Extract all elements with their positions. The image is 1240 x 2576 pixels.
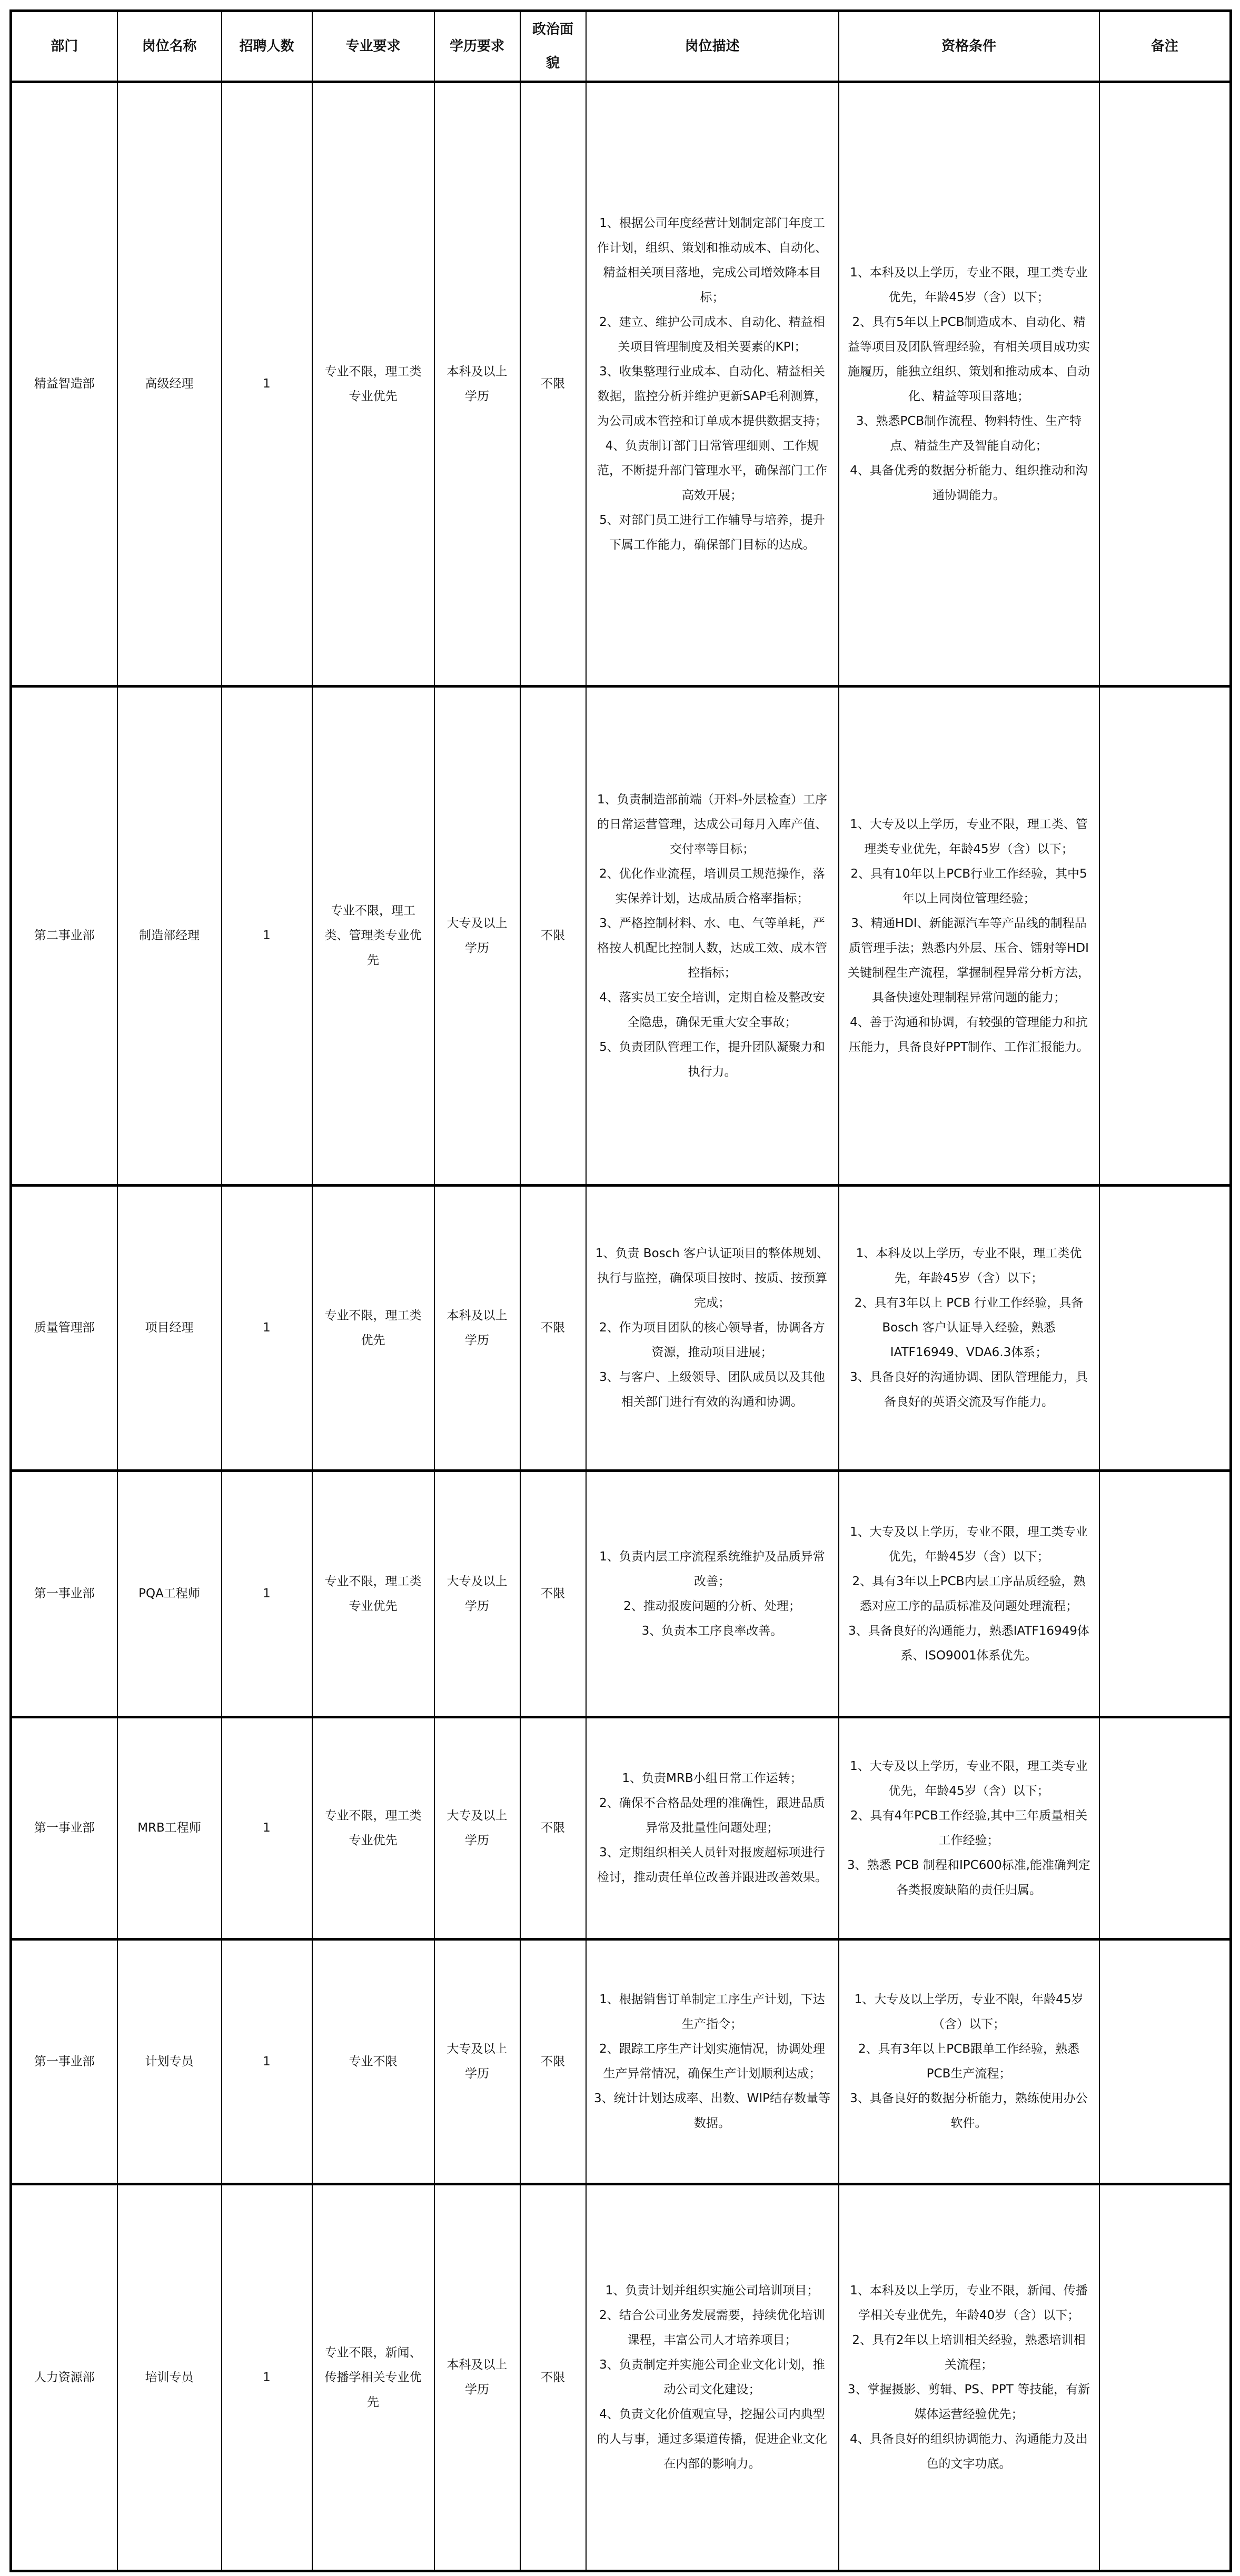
recruitment-table-container bbox=[9, 9, 1229, 2572]
qualification-item: 3、掌握摄影、剪辑、PS、PPT 等技能，有新媒体运营经验优先； bbox=[847, 2383, 1090, 2421]
cell-department: 第一事业部 bbox=[11, 1471, 117, 1717]
header-remarks: 备注 bbox=[1099, 11, 1231, 82]
description-item: 3、统计计划达成率、出数、WIP结存数量等数据。 bbox=[593, 2092, 831, 2130]
cell-department: 第二事业部 bbox=[11, 687, 117, 1186]
qualification-item: 1、本科及以上学历，专业不限，新闻、传播学相关专业优先，年龄40岁（含）以下； bbox=[850, 2284, 1088, 2322]
qualification-item: 1、大专及以上学历，专业不限，理工类专业优先，年龄45岁（含）以下； bbox=[850, 1759, 1088, 1798]
cell-political: 不限 bbox=[520, 687, 586, 1186]
table-row bbox=[11, 1940, 1231, 2184]
cell-description bbox=[586, 1186, 839, 1471]
description-item: 2、作为项目团队的核心领导者，协调各方资源，推动项目进展； bbox=[599, 1321, 825, 1359]
cell-political: 不限 bbox=[520, 82, 586, 687]
header-position: 岗位名称 bbox=[117, 11, 222, 82]
cell-remarks bbox=[1099, 687, 1231, 1186]
description-item: 2、建立、维护公司成本、自动化、精益相关项目管理制度及相关要素的KPI； bbox=[599, 315, 825, 354]
cell-political: 不限 bbox=[520, 1471, 586, 1717]
description-item: 1、负责计划并组织实施公司培训项目； bbox=[605, 2284, 819, 2297]
cell-education: 大专及以上学历 bbox=[434, 1717, 520, 1940]
cell-major: 专业不限，理工类专业优先 bbox=[312, 1717, 434, 1940]
qualification-item: 2、具有10年以上PCB行业工作经验，其中5年以上同岗位管理经验； bbox=[850, 867, 1087, 906]
cell-position: 制造部经理 bbox=[117, 687, 222, 1186]
qualification-item: 1、大专及以上学历，专业不限，理工类专业优先，年龄45岁（含）以下； bbox=[850, 1525, 1088, 1564]
qualification-item: 2、具有3年以上 PCB 行业工作经验，具备Bosch 客户认证导入经验，熟悉IATF16949、VDA6.3体系； bbox=[854, 1296, 1084, 1359]
cell-remarks bbox=[1099, 82, 1231, 687]
qualification-item: 3、熟悉 PCB 制程和IPC600标准,能准确判定各类报废缺陷的责任归属。 bbox=[847, 1858, 1090, 1897]
description-item: 4、落实员工安全培训，定期自检及整改安全隐患，确保无重大安全事故； bbox=[599, 990, 825, 1029]
table-header-row bbox=[11, 11, 1231, 82]
table-body bbox=[11, 82, 1231, 2571]
cell-remarks bbox=[1099, 1186, 1231, 1471]
header-political-label: 政治面貌 bbox=[532, 22, 573, 71]
description-item: 1、根据公司年度经营计划制定部门年度工作计划，组织、策划和推动成本、自动化、精益相关项目落地，完成公司增效降本目标； bbox=[597, 216, 827, 304]
description-item: 2、推动报废问题的分析、处理； bbox=[623, 1599, 801, 1613]
cell-position: MRB工程师 bbox=[117, 1717, 222, 1940]
cell-description bbox=[586, 2184, 839, 2571]
cell-headcount: 1 bbox=[222, 1940, 312, 2184]
header-political bbox=[520, 11, 586, 82]
qualification-item: 1、大专及以上学历，专业不限，年龄45岁（含）以下； bbox=[854, 1993, 1084, 2031]
qualification-item: 1、本科及以上学历，专业不限，理工类优先，年龄45岁（含）以下； bbox=[856, 1247, 1082, 1285]
description-item: 2、确保不合格品处理的准确性，跟进品质异常及批量性问题处理； bbox=[599, 1796, 825, 1835]
cell-position: 项目经理 bbox=[117, 1186, 222, 1471]
header-headcount: 招聘人数 bbox=[222, 11, 312, 82]
cell-department: 第一事业部 bbox=[11, 1717, 117, 1940]
description-item: 5、对部门员工进行工作辅导与培养，提升下属工作能力，确保部门目标的达成。 bbox=[599, 513, 825, 552]
description-item: 3、与客户、上级领导、团队成员以及其他相关部门进行有效的沟通和协调。 bbox=[599, 1370, 825, 1409]
cell-remarks bbox=[1099, 1717, 1231, 1940]
cell-description bbox=[586, 1471, 839, 1717]
description-item: 3、定期组织相关人员针对报废超标项进行检讨，推动责任单位改善并跟进改善效果。 bbox=[597, 1846, 827, 1884]
header-education: 学历要求 bbox=[434, 11, 520, 82]
cell-qualifications bbox=[839, 1471, 1099, 1717]
cell-department: 第一事业部 bbox=[11, 1940, 117, 2184]
qualification-item: 1、本科及以上学历，专业不限，理工类专业优先，年龄45岁（含）以下； bbox=[850, 265, 1088, 304]
cell-headcount: 1 bbox=[222, 687, 312, 1186]
description-item: 5、负责团队管理工作，提升团队凝聚力和执行力。 bbox=[599, 1040, 825, 1079]
description-item: 1、负责制造部前端（开料-外层检查）工序的日常运营管理，达成公司每月入库产值、交付率等目标； bbox=[597, 792, 827, 856]
qualification-item: 4、具备优秀的数据分析能力、组织推动和沟通协调能力。 bbox=[850, 463, 1088, 502]
recruitment-table bbox=[9, 9, 1232, 2572]
cell-qualifications bbox=[839, 1717, 1099, 1940]
qualification-item: 3、具备良好的数据分析能力，熟练使用办公软件。 bbox=[850, 2092, 1088, 2130]
cell-major: 专业不限 bbox=[312, 1940, 434, 2184]
cell-position: 高级经理 bbox=[117, 82, 222, 687]
cell-political: 不限 bbox=[520, 1186, 586, 1471]
qualification-item: 4、善于沟通和协调，有较强的管理能力和抗压能力，具备良好PPT制作、工作汇报能力。 bbox=[849, 1015, 1089, 1054]
header-department: 部门 bbox=[11, 11, 117, 82]
table-row bbox=[11, 687, 1231, 1186]
cell-political: 不限 bbox=[520, 2184, 586, 2571]
cell-education: 大专及以上学历 bbox=[434, 687, 520, 1186]
cell-remarks bbox=[1099, 1471, 1231, 1717]
description-item: 1、负责 Bosch 客户认证项目的整体规划、执行与监控，确保项目按时、按质、按预算完成； bbox=[595, 1247, 829, 1310]
cell-qualifications bbox=[839, 687, 1099, 1186]
cell-headcount: 1 bbox=[222, 1717, 312, 1940]
description-item: 3、收集整理行业成本、自动化、精益相关数据，监控分析并维护更新SAP毛利测算，为公司成本管控和订单成本提供数据支持； bbox=[597, 364, 827, 428]
qualification-item: 3、精通HDI、新能源汽车等产品线的制程品质管理手法；熟悉内外层、压合、镭射等HDI关键制程生产流程，掌握制程异常分析方法，具备快速处理制程异常问题的能力； bbox=[848, 916, 1090, 1004]
cell-education: 大专及以上学历 bbox=[434, 1471, 520, 1717]
description-item: 1、负责MRB小组日常工作运转； bbox=[622, 1772, 802, 1785]
cell-headcount: 1 bbox=[222, 2184, 312, 2571]
cell-description bbox=[586, 82, 839, 687]
cell-department: 精益智造部 bbox=[11, 82, 117, 687]
cell-remarks bbox=[1099, 2184, 1231, 2571]
qualification-item: 3、具备良好的沟通能力，熟悉IATF16949体系、ISO9001体系优先。 bbox=[848, 1624, 1089, 1663]
qualification-item: 3、熟悉PCB制作流程、物料特性、生产特点、精益生产及智能自动化； bbox=[856, 414, 1082, 453]
description-item: 3、严格控制材料、水、电、气等单耗，严格按人机配比控制人数，达成工效、成本管控指标； bbox=[597, 916, 827, 980]
cell-position: 培训专员 bbox=[117, 2184, 222, 2571]
cell-major: 专业不限，理工类优先 bbox=[312, 1186, 434, 1471]
cell-qualifications bbox=[839, 82, 1099, 687]
cell-description bbox=[586, 687, 839, 1186]
qualification-item: 2、具有5年以上PCB制造成本、自动化、精益等项目及团队管理经验，有相关项目成功实施履历，能独立组织、策划和推动成本、自动化、精益等项目落地； bbox=[848, 315, 1090, 403]
qualification-item: 2、具有3年以上PCB内层工序品质经验，熟悉对应工序的品质标准及问题处理流程； bbox=[852, 1574, 1086, 1613]
table-row bbox=[11, 2184, 1231, 2571]
header-description: 岗位描述 bbox=[586, 11, 839, 82]
cell-qualifications bbox=[839, 2184, 1099, 2571]
cell-position: PQA工程师 bbox=[117, 1471, 222, 1717]
cell-headcount: 1 bbox=[222, 82, 312, 687]
description-item: 1、负责内层工序流程系统维护及品质异常改善； bbox=[599, 1549, 825, 1588]
cell-education: 本科及以上学历 bbox=[434, 2184, 520, 2571]
cell-headcount: 1 bbox=[222, 1471, 312, 1717]
description-item: 3、负责本工序良率改善。 bbox=[641, 1624, 783, 1638]
cell-political: 不限 bbox=[520, 1717, 586, 1940]
cell-major: 专业不限，理工类、管理类专业优先 bbox=[312, 687, 434, 1186]
table-row bbox=[11, 82, 1231, 687]
qualification-item: 3、具备良好的沟通协调、团队管理能力，具备良好的英语交流及写作能力。 bbox=[850, 1370, 1088, 1409]
cell-education: 大专及以上学历 bbox=[434, 1940, 520, 2184]
cell-position: 计划专员 bbox=[117, 1940, 222, 2184]
header-major: 专业要求 bbox=[312, 11, 434, 82]
cell-education: 本科及以上学历 bbox=[434, 82, 520, 687]
table-row bbox=[11, 1186, 1231, 1471]
qualification-item: 2、具有3年以上PCB跟单工作经验，熟悉PCB生产流程； bbox=[858, 2042, 1079, 2081]
description-item: 4、负责文化价值观宣导，挖掘公司内典型的人与事，通过多渠道传播，促进企业文化在内部的影响力。 bbox=[597, 2408, 827, 2471]
cell-department: 人力资源部 bbox=[11, 2184, 117, 2571]
cell-remarks bbox=[1099, 1940, 1231, 2184]
table-row bbox=[11, 1717, 1231, 1940]
header-qualifications: 资格条件 bbox=[839, 11, 1099, 82]
cell-major: 专业不限，理工类专业优先 bbox=[312, 1471, 434, 1717]
cell-major: 专业不限，理工类专业优先 bbox=[312, 82, 434, 687]
description-item: 2、跟踪工序生产计划实施情况，协调处理生产异常情况，确保生产计划顺利达成； bbox=[599, 2042, 825, 2081]
cell-department: 质量管理部 bbox=[11, 1186, 117, 1471]
cell-description bbox=[586, 1940, 839, 2184]
cell-qualifications bbox=[839, 1186, 1099, 1471]
cell-description bbox=[586, 1717, 839, 1940]
cell-qualifications bbox=[839, 1940, 1099, 2184]
description-item: 2、优化作业流程，培训员工规范操作，落实保养计划，达成品质合格率指标； bbox=[599, 867, 825, 906]
qualification-item: 1、大专及以上学历，专业不限，理工类、管理类专业优先，年龄45岁（含）以下； bbox=[850, 817, 1088, 856]
description-item: 1、根据销售订单制定工序生产计划，下达生产指令； bbox=[599, 1993, 825, 2031]
cell-political: 不限 bbox=[520, 1940, 586, 2184]
table-row bbox=[11, 1471, 1231, 1717]
cell-major: 专业不限，新闻、传播学相关专业优先 bbox=[312, 2184, 434, 2571]
qualification-item: 4、具备良好的组织协调能力、沟通能力及出色的文字功底。 bbox=[850, 2432, 1088, 2471]
cell-education: 本科及以上学历 bbox=[434, 1186, 520, 1471]
description-item: 4、负责制订部门日常管理细则、工作规范，不断提升部门管理水平，确保部门工作高效开展； bbox=[597, 439, 827, 502]
cell-headcount: 1 bbox=[222, 1186, 312, 1471]
qualification-item: 2、具有2年以上培训相关经验，熟悉培训相关流程； bbox=[852, 2333, 1086, 2372]
qualification-item: 2、具有4年PCB工作经验,其中三年质量相关工作经验； bbox=[850, 1808, 1088, 1847]
description-item: 3、负责制定并实施公司企业文化计划，推动公司文化建设； bbox=[599, 2358, 825, 2396]
description-item: 2、结合公司业务发展需要，持续优化培训课程，丰富公司人才培养项目； bbox=[599, 2309, 825, 2347]
